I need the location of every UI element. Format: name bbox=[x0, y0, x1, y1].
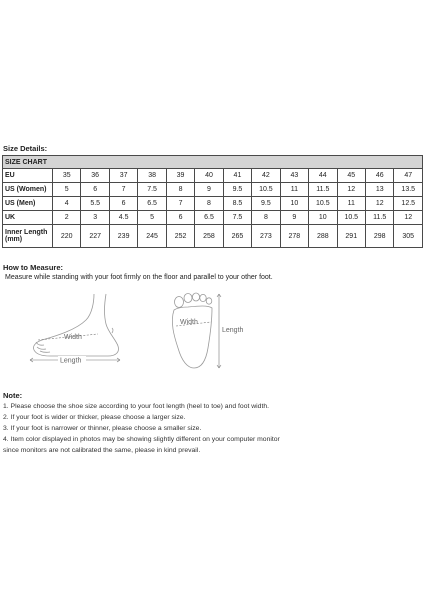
table-cell: 6 bbox=[109, 197, 137, 211]
table-cell: 245 bbox=[138, 225, 166, 248]
row-label: Inner Length (mm) bbox=[3, 225, 53, 248]
table-cell: 6.5 bbox=[195, 211, 223, 225]
side-length-label: Length bbox=[60, 357, 82, 365]
table-cell: 10.5 bbox=[337, 211, 365, 225]
table-cell: 298 bbox=[365, 225, 393, 248]
table-cell: 5 bbox=[138, 211, 166, 225]
table-cell: 12 bbox=[337, 183, 365, 197]
table-cell: 291 bbox=[337, 225, 365, 248]
table-cell: 239 bbox=[109, 225, 137, 248]
table-cell: 13 bbox=[365, 183, 393, 197]
table-cell: 46 bbox=[365, 169, 393, 183]
row-label: US (Men) bbox=[3, 197, 53, 211]
measure-instruction: Measure while standing with your foot firmly on the floor and parallel to your other foot. bbox=[5, 274, 273, 281]
table-cell: 39 bbox=[166, 169, 194, 183]
table-cell: 11.5 bbox=[309, 183, 337, 197]
table-cell: 5.5 bbox=[81, 197, 109, 211]
row-label: US (Women) bbox=[3, 183, 53, 197]
size-details-title: Size Details: bbox=[3, 144, 48, 153]
table-cell: 11 bbox=[337, 197, 365, 211]
table-cell: 8 bbox=[252, 211, 280, 225]
note-line: since monitors are not calibrated the same, please in kind prevail. bbox=[3, 447, 201, 454]
note-line: 3. If your foot is narrower or thinner, please choose a smaller size. bbox=[3, 425, 202, 432]
table-cell: 45 bbox=[337, 169, 365, 183]
table-cell: 227 bbox=[81, 225, 109, 248]
table-cell: 9 bbox=[195, 183, 223, 197]
table-cell: 41 bbox=[223, 169, 251, 183]
sole-length-label: Length bbox=[222, 327, 244, 334]
size-chart-header: SIZE CHART bbox=[3, 156, 423, 169]
table-cell: 10.5 bbox=[309, 197, 337, 211]
table-cell: 5 bbox=[53, 183, 81, 197]
table-cell: 11.5 bbox=[365, 211, 393, 225]
row-label: EU bbox=[3, 169, 53, 183]
table-cell: 38 bbox=[138, 169, 166, 183]
table-cell: 6 bbox=[81, 183, 109, 197]
table-cell: 2 bbox=[53, 211, 81, 225]
table-cell: 9.5 bbox=[223, 183, 251, 197]
table-cell: 8.5 bbox=[223, 197, 251, 211]
table-cell: 288 bbox=[309, 225, 337, 248]
table-cell: 258 bbox=[195, 225, 223, 248]
table-cell: 252 bbox=[166, 225, 194, 248]
how-to-measure-title: How to Measure: bbox=[3, 263, 64, 272]
table-cell: 4 bbox=[53, 197, 81, 211]
side-width-label: Width bbox=[64, 334, 82, 341]
table-cell: 13.5 bbox=[394, 183, 423, 197]
table-cell: 42 bbox=[252, 169, 280, 183]
table-cell: 7.5 bbox=[138, 183, 166, 197]
foot-sole-view-icon bbox=[162, 288, 252, 372]
note-line: 1. Please choose the shoe size according to your foot length (heel to toe) and foot width. bbox=[3, 403, 270, 410]
table-row bbox=[3, 225, 423, 248]
table-cell: 265 bbox=[223, 225, 251, 248]
table-cell: 7.5 bbox=[223, 211, 251, 225]
table-row bbox=[3, 183, 423, 197]
table-cell: 43 bbox=[280, 169, 308, 183]
table-cell: 12.5 bbox=[394, 197, 423, 211]
table-cell: 3 bbox=[81, 211, 109, 225]
table-cell: 47 bbox=[394, 169, 423, 183]
table-cell: 37 bbox=[109, 169, 137, 183]
row-label: UK bbox=[3, 211, 53, 225]
table-cell: 9 bbox=[280, 211, 308, 225]
note-title: Note: bbox=[3, 391, 23, 400]
size-chart-header-row bbox=[3, 156, 423, 169]
table-cell: 278 bbox=[280, 225, 308, 248]
table-cell: 12 bbox=[394, 211, 423, 225]
note-line: 2. If your foot is wider or thicker, please choose a larger size. bbox=[3, 414, 186, 421]
table-cell: 305 bbox=[394, 225, 423, 248]
table-cell: 10 bbox=[309, 211, 337, 225]
table-cell: 273 bbox=[252, 225, 280, 248]
table-cell: 11 bbox=[280, 183, 308, 197]
table-cell: 8 bbox=[195, 197, 223, 211]
table-row bbox=[3, 197, 423, 211]
table-row bbox=[3, 169, 423, 183]
table-row bbox=[3, 211, 423, 225]
table-cell: 6.5 bbox=[138, 197, 166, 211]
table-cell: 10.5 bbox=[252, 183, 280, 197]
table-cell: 8 bbox=[166, 183, 194, 197]
table-cell: 36 bbox=[81, 169, 109, 183]
table-cell: 40 bbox=[195, 169, 223, 183]
table-cell: 44 bbox=[309, 169, 337, 183]
table-cell: 12 bbox=[365, 197, 393, 211]
table-cell: 7 bbox=[166, 197, 194, 211]
note-line: 4. Item color displayed in photos may be showing slightly different on your computer monitor bbox=[3, 436, 280, 443]
table-cell: 9.5 bbox=[252, 197, 280, 211]
table-cell: 35 bbox=[53, 169, 81, 183]
table-cell: 10 bbox=[280, 197, 308, 211]
sole-width-label: Width bbox=[180, 319, 198, 326]
table-cell: 220 bbox=[53, 225, 81, 248]
table-cell: 4.5 bbox=[109, 211, 137, 225]
table-cell: 7 bbox=[109, 183, 137, 197]
foot-side-view-icon bbox=[20, 292, 130, 366]
size-chart-table bbox=[2, 155, 423, 248]
table-cell: 6 bbox=[166, 211, 194, 225]
